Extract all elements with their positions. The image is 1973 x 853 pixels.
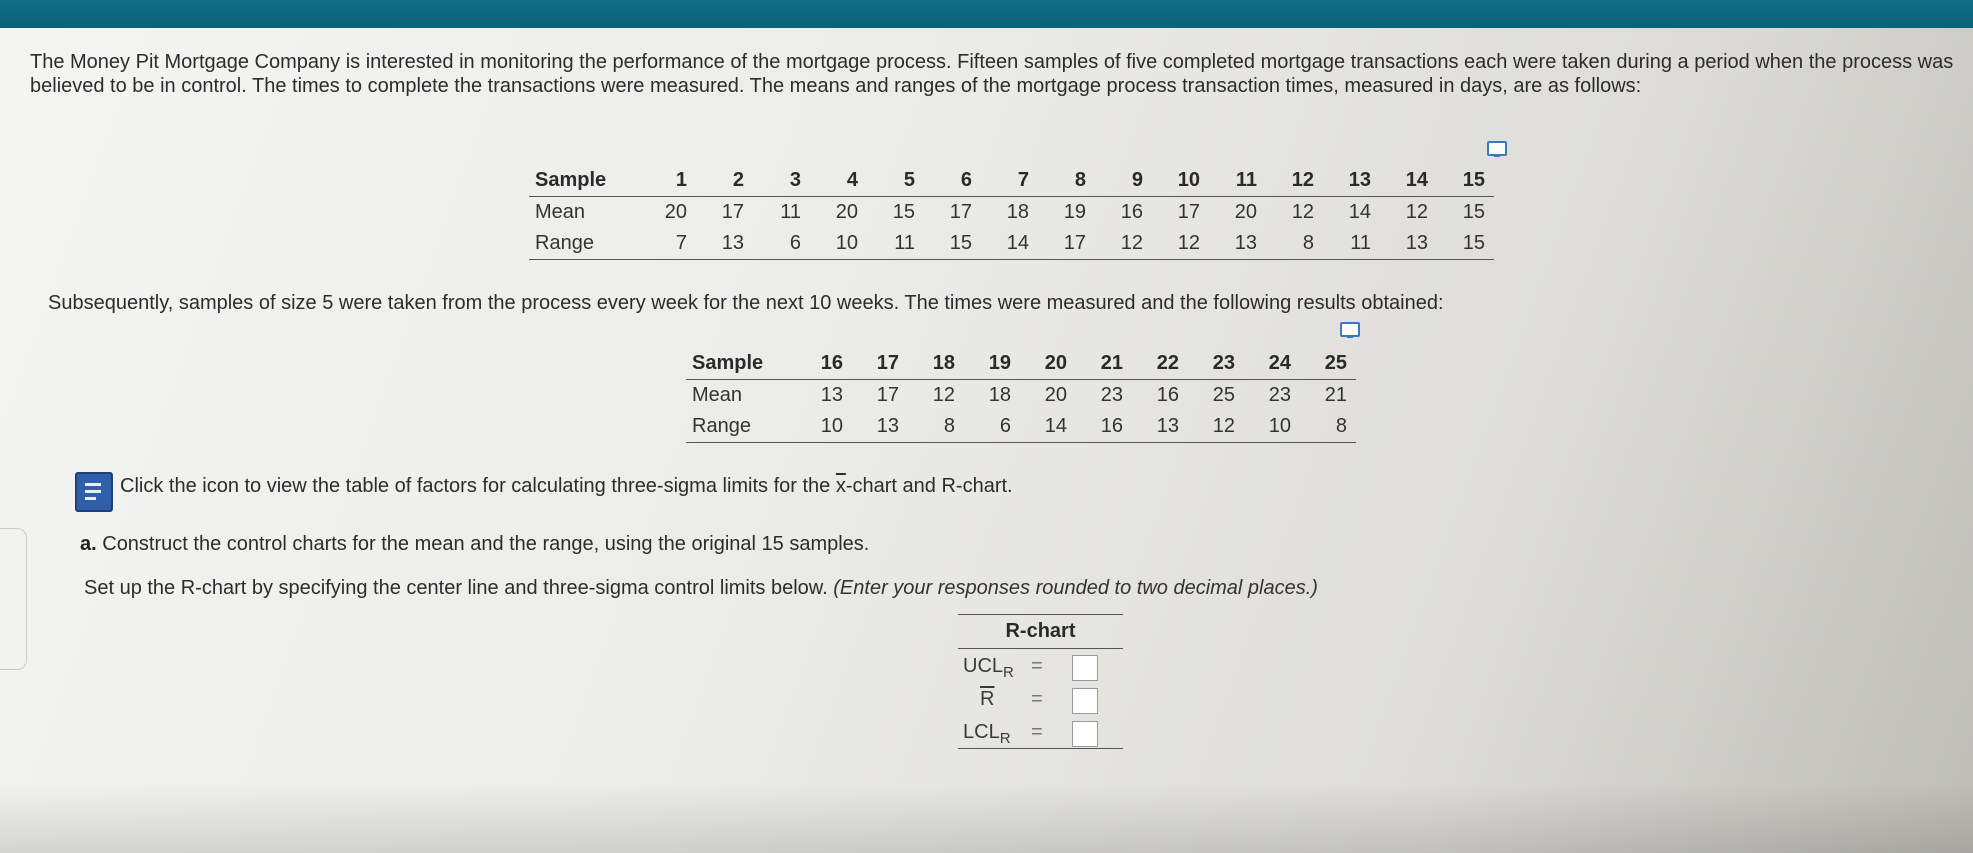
mean-value: 17 <box>1177 201 1200 223</box>
copy-data-icon[interactable] <box>1487 141 1507 156</box>
sample-number: 2 <box>696 165 753 197</box>
mean-value: 20 <box>1234 201 1257 223</box>
table-header-row <box>686 348 1356 380</box>
r-bar-label <box>980 688 994 711</box>
sample-number: 19 <box>964 348 1020 380</box>
row-label-sample: Sample <box>529 165 639 197</box>
sample-number: 22 <box>1132 348 1188 380</box>
factors-note <box>120 475 1013 498</box>
sample-number: 6 <box>924 165 981 197</box>
instruction-note: (Enter your responses rounded to two decimal places.) <box>833 577 1318 599</box>
row-label-range: Range <box>686 411 796 443</box>
sample-number: 13 <box>1323 165 1380 197</box>
x-bar-symbol: $\overline{x}$ <box>835 475 846 497</box>
table-row-mean <box>529 197 1494 229</box>
table-header-row <box>529 165 1494 197</box>
problem-intro: The Money Pit Mortgage Company is interested in monitoring the performance of the mortgage process. Fifteen samples of five completed mortgage transactions each were taken during a period when the process was believed to be in control. The times to complete the transactions were measured. The means and ranges of the mortgage process transaction times, measured in days, are as follows: <box>30 51 1954 97</box>
range-value: 10 <box>1244 411 1300 443</box>
mean-value: 20 <box>835 201 858 223</box>
range-value: 7 <box>639 228 696 260</box>
table-row-range <box>529 228 1494 260</box>
sample-number: 8 <box>1038 165 1095 197</box>
r-bar-text: $\overline{R}$ <box>980 688 995 710</box>
top-bar <box>0 0 1973 28</box>
sample-number: 10 <box>1152 165 1209 197</box>
mean-value: 23 <box>1100 384 1123 406</box>
range-value: 12 <box>1152 228 1209 260</box>
weekly-samples-table <box>686 348 1356 443</box>
original-samples-table <box>529 165 1494 260</box>
icon-line <box>85 490 101 493</box>
range-value: 14 <box>1020 411 1076 443</box>
sample-number: 23 <box>1188 348 1244 380</box>
range-value: 8 <box>908 411 964 443</box>
range-value: 6 <box>964 411 1020 443</box>
lcl-label <box>963 721 1011 747</box>
mean-value: 19 <box>1063 201 1086 223</box>
ucl-label-text: UCL <box>963 655 1004 677</box>
sample-number: 18 <box>908 348 964 380</box>
mean-value: 21 <box>1324 384 1347 406</box>
mean-value: 14 <box>1348 201 1371 223</box>
instruction-text: Set up the R-chart by specifying the center line and three-sigma control limits below. <box>84 577 834 599</box>
mean-value: 20 <box>664 201 687 223</box>
mean-value: 12 <box>1291 201 1314 223</box>
r-chart-title: R-chart <box>958 614 1123 649</box>
subsequent-text: Subsequently, samples of size 5 were taken from the process every week for the next 10 weeks. The times were measured and the following results obtained: <box>48 292 1444 314</box>
row-label-mean: Mean <box>692 384 743 406</box>
sample-number: 4 <box>810 165 867 197</box>
table-factors-icon[interactable] <box>75 472 113 512</box>
shadow-overlay <box>0 783 1973 853</box>
sample-number: 1 <box>639 165 696 197</box>
equals-sign: = <box>1031 655 1043 677</box>
lcl-input[interactable] <box>1072 721 1098 747</box>
lcl-row <box>958 715 1123 749</box>
mean-value: 18 <box>988 384 1011 406</box>
part-a-text: Construct the control charts for the mean and the range, using the original 15 samples. <box>96 533 870 555</box>
mean-value: 18 <box>1006 201 1029 223</box>
row-label-range: Range <box>529 228 639 260</box>
sample-number: 9 <box>1095 165 1152 197</box>
lcl-label-text: LCL <box>963 721 1000 743</box>
ucl-label <box>963 655 1014 681</box>
lcl-subscript: R <box>999 730 1011 747</box>
icon-line <box>85 483 101 486</box>
row-label-mean: Mean <box>535 201 586 223</box>
mean-value: 11 <box>780 201 801 223</box>
sample-number: 24 <box>1244 348 1300 380</box>
mean-value: 12 <box>932 384 955 406</box>
center-row <box>958 682 1123 715</box>
sample-number: 7 <box>981 165 1038 197</box>
range-value: 16 <box>1076 411 1132 443</box>
mean-value: 12 <box>1405 201 1428 223</box>
range-value: 14 <box>981 228 1038 260</box>
mean-value: 17 <box>949 201 972 223</box>
range-value: 13 <box>696 228 753 260</box>
icon-line <box>85 497 96 500</box>
range-value: 11 <box>1323 228 1380 260</box>
left-edge-tab <box>0 528 27 670</box>
mean-value: 13 <box>820 384 843 406</box>
mean-value: 16 <box>1120 201 1143 223</box>
range-value: 13 <box>1209 228 1266 260</box>
range-value: 13 <box>1132 411 1188 443</box>
ucl-row <box>958 649 1123 682</box>
sample-number: 14 <box>1380 165 1437 197</box>
range-value: 11 <box>867 228 924 260</box>
range-value: 13 <box>1380 228 1437 260</box>
sample-number: 16 <box>796 348 852 380</box>
mean-value: 25 <box>1212 384 1235 406</box>
range-value: 12 <box>1095 228 1152 260</box>
sample-number: 21 <box>1076 348 1132 380</box>
sample-number: 17 <box>852 348 908 380</box>
factors-note-text: Click the icon to view the table of factors for calculating three-sigma limits for the <box>120 475 836 497</box>
mean-value: 17 <box>721 201 744 223</box>
mean-value: 15 <box>1462 201 1485 223</box>
table-row-range <box>686 411 1356 443</box>
sample-number: 25 <box>1300 348 1356 380</box>
copy-data-icon[interactable] <box>1340 322 1360 337</box>
row-label-sample: Sample <box>686 348 796 380</box>
mean-value: 17 <box>876 384 899 406</box>
mean-value: 15 <box>892 201 915 223</box>
range-value: 6 <box>753 228 810 260</box>
part-a-question <box>80 533 869 556</box>
mean-value: 20 <box>1044 384 1067 406</box>
equals-sign: = <box>1031 688 1043 710</box>
range-value: 8 <box>1266 228 1323 260</box>
mean-value: 16 <box>1156 384 1179 406</box>
sample-number: 3 <box>753 165 810 197</box>
instruction <box>84 577 1318 600</box>
range-value: 13 <box>852 411 908 443</box>
range-value: 12 <box>1188 411 1244 443</box>
sample-number: 20 <box>1020 348 1076 380</box>
range-value: 10 <box>796 411 852 443</box>
equals-sign: = <box>1031 721 1043 743</box>
r-chart-answer-table <box>958 614 1123 749</box>
ucl-input[interactable] <box>1072 655 1098 681</box>
range-value: 8 <box>1300 411 1356 443</box>
sample-number: 11 <box>1209 165 1266 197</box>
sample-number: 15 <box>1437 165 1494 197</box>
range-value: 15 <box>1437 228 1494 260</box>
ucl-subscript: R <box>1003 664 1014 681</box>
r-bar-input[interactable] <box>1072 688 1098 714</box>
range-value: 17 <box>1038 228 1095 260</box>
part-a-label: a. <box>80 533 97 555</box>
factors-note-text-end: -chart and R-chart. <box>845 475 1013 497</box>
sample-number: 12 <box>1266 165 1323 197</box>
range-value: 10 <box>810 228 867 260</box>
range-value: 15 <box>924 228 981 260</box>
sample-number: 5 <box>867 165 924 197</box>
mean-value: 23 <box>1268 384 1291 406</box>
table-row-mean <box>686 380 1356 412</box>
